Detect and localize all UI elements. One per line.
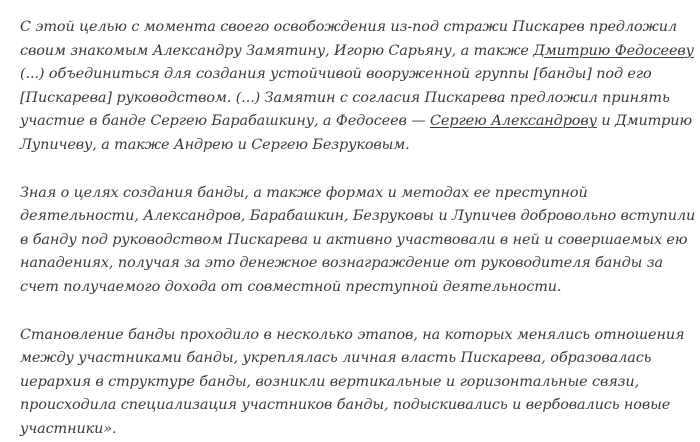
- paragraph-1-text-c: и Дмитрию Лупичеву, а также Андрею и Сергею Безруковым.: [20, 113, 693, 153]
- quote-paragraph-2: [20, 182, 698, 300]
- paragraph-3-text: Становление банды проходило в несколько этапов, на которых менялись отношения между участниками банды, укреплялась личная власть Пискарева, образовалась иерархия в структуре банды, возникли вертикальные и горизонтальные связи, происходила специализация участников банды, подыскивались и вербовались новые участники».: [20, 326, 685, 437]
- link-dmitry-fedoseev[interactable]: Дмитрию Федосееву: [533, 42, 694, 59]
- quote-paragraph-3: [20, 324, 698, 442]
- quote-paragraph-1: [20, 16, 698, 158]
- paragraph-2-text: Зная о целях создания банды, а также формах и методах ее преступной деятельности, Александров, Барабашкин, Безруковы и Лупичев добровольно вступили в банду под руководством Пискарева и активно участвовали в ней и совершаемых ею нападениях, получая за это денежное вознаграждение от руководителя банды за счет получаемого дохода от совместной преступной деятельности.: [20, 184, 696, 295]
- link-sergey-aleksandrov[interactable]: Сергею Александрову: [430, 113, 597, 130]
- quote-block: [20, 16, 698, 442]
- paragraph-1-text-b: (...) объединиться для создания устойчивой вооруженной группы [банды] под его [Пискарева] руководством. (...) Замятин с согласия Пискарева предложил принять участие в банде Сергею Барабашкину, а Федосеев —: [20, 66, 670, 130]
- paragraph-1-text-a: С этой целью с момента своего освобождения из-под стражи Пискарев предложил своим знакомым Александру Замятину, Игорю Сарьяну, а также: [20, 19, 677, 59]
